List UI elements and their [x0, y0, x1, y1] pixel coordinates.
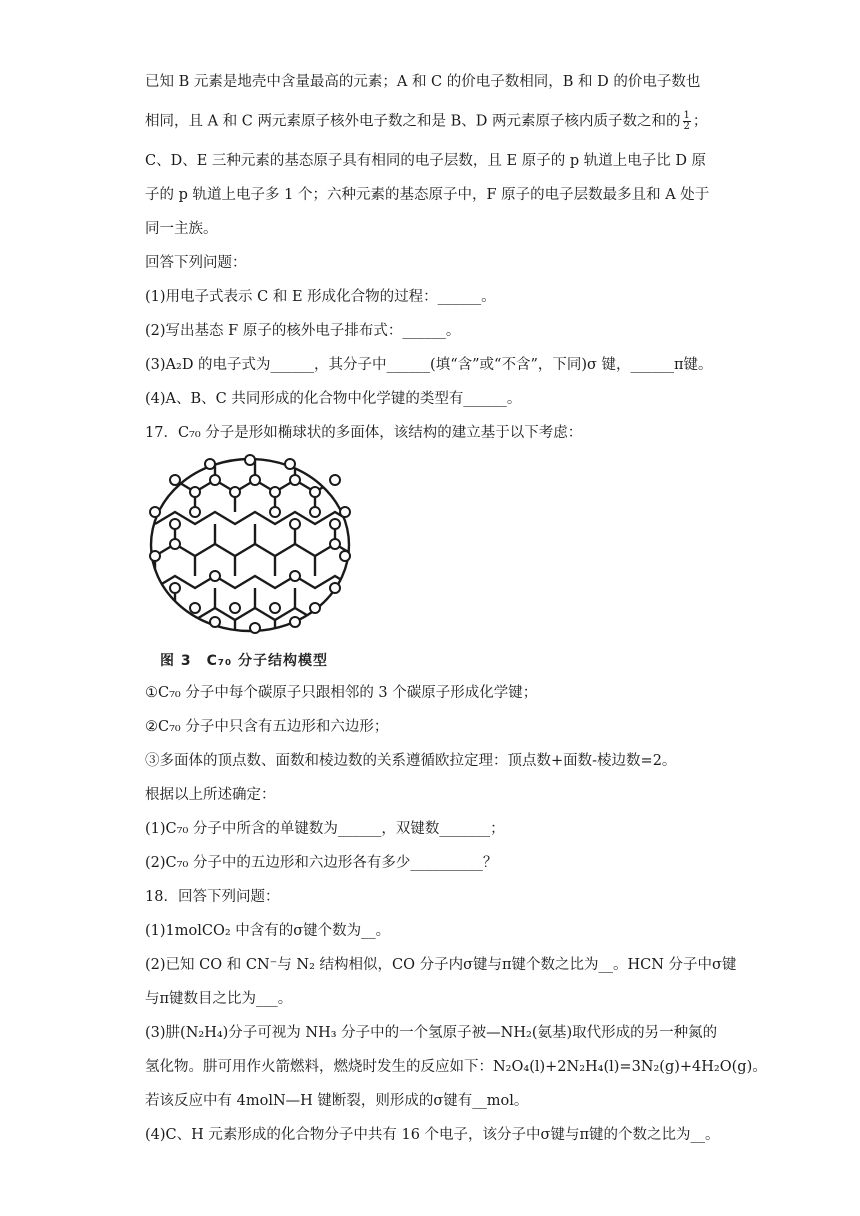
question-18-4: (4)C、H 元素形成的化合物分子中共有 16 个电子，该分子中σ键与π键的个数之比为__。 — [145, 1127, 720, 1143]
passage-line-2-end: ； — [692, 113, 708, 130]
fraction-one-half — [683, 111, 691, 132]
fraction-numerator: 1 — [683, 110, 690, 121]
question-16-4: (4)A、B、C 共同形成的化合物中化学键的类型有______。 — [145, 391, 522, 407]
passage-line-1: 已知 B 元素是地壳中含量最高的元素；A 和 C 的价电子数相同，B 和 D 的价电子数也 — [145, 74, 701, 90]
question-18-heading: 18．回答下列问题： — [145, 889, 280, 905]
passage-line-2 — [145, 111, 707, 132]
passage-line-3: C、D、E 三种元素的基态原子具有相同的电子层数，且 E 原子的 p 轨道上电子比 D 原 — [145, 153, 707, 169]
passage-line-4: 子的 p 轨道上电子多 1 个；六种元素的基态原子中，F 原子的电子层数最多且和 A 处于 — [145, 187, 710, 203]
question-18-1: (1)1molCO₂ 中含有的σ键个数为__。 — [145, 923, 391, 939]
condition-2: ②C₇₀ 分子中只含有五边形和六边形； — [145, 719, 389, 735]
question-17-1: (1)C₇₀ 分子中所含的单键数为______，双键数_______； — [145, 821, 505, 837]
figure-caption: 图 3 C₇₀ 分子结构模型 — [160, 653, 329, 669]
question-17-2: (2)C₇₀ 分子中的五边形和六边形各有多少__________？ — [145, 855, 498, 871]
question-16-2: (2)写出基态 F 原子的核外电子排布式：______。 — [145, 323, 461, 339]
condition-intro: 根据以上所述确定： — [145, 787, 276, 803]
passage-line-5: 同一主族。 — [145, 221, 218, 237]
answer-prompt: 回答下列问题： — [145, 255, 247, 271]
passage-line-2-text: 相同，且 A 和 C 两元素原子核外电子数之和是 B、D 两元素原子核内质子数之和的 — [145, 113, 681, 130]
condition-1: ①C₇₀ 分子中每个碳原子只跟相邻的 3 个碳原子形成化学键； — [145, 685, 538, 701]
c70-molecule-figure — [145, 452, 355, 638]
question-16-3: (3)A₂D 的电子式为______，其分子中______(填“含”或“不含”，下同)σ 键，______π键。 — [145, 357, 713, 373]
question-18-3c: 若该反应中有 4molN—H 键断裂，则形成的σ键有__mol。 — [145, 1093, 529, 1109]
fraction-denominator: 2 — [683, 121, 690, 132]
question-18-2b: 与π键数目之比为___。 — [145, 991, 293, 1007]
question-18-3b: 氢化物。肼可用作火箭燃料，燃烧时发生的反应如下：N₂O₄(l)+2N₂H₄(l)=3N₂(g)+4H₂O(g)。 — [145, 1059, 767, 1075]
condition-3: ③多面体的顶点数、面数和棱边数的关系遵循欧拉定理：顶点数+面数-棱边数=2。 — [145, 753, 677, 769]
question-18-3a: (3)肼(N₂H₄)分子可视为 NH₃ 分子中的一个氢原子被—NH₂(氨基)取代形成的另一种氮的 — [145, 1025, 718, 1041]
question-17-heading: 17．C₇₀ 分子是形如椭球状的多面体，该结构的建立基于以下考虑： — [145, 425, 583, 441]
question-18-2a: (2)已知 CO 和 CN⁻与 N₂ 结构相似，CO 分子内σ键与π键个数之比为__。HCN 分子中σ键 — [145, 957, 737, 973]
question-16-1: (1)用电子式表示 C 和 E 形成化合物的过程：______。 — [145, 289, 496, 305]
